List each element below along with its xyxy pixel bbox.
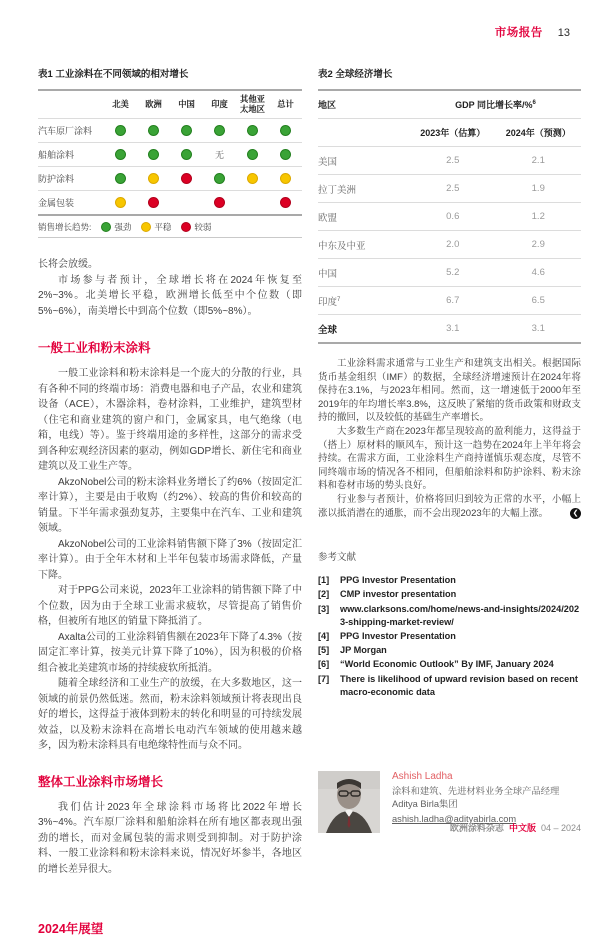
paragraph: 市场参与者预计，全球增长将在2024年恢复至2%~3%。北美增长平稳，欧洲增长低至中个位数（即5%~6%），南美增长中到高个位数（即5%~8%）。 <box>38 274 302 317</box>
author-company: Aditya Birla集团 <box>392 799 458 810</box>
table2-global-economy <box>318 89 581 344</box>
table1-col-other-apac: 其他亚太地区 <box>240 93 265 114</box>
status-dot <box>247 173 258 184</box>
list-item: [1] PPG Investor Presentation <box>318 575 456 586</box>
table-row: 中国 5.2 4.6 <box>318 258 581 286</box>
table2-col-region: 地区 <box>318 100 337 110</box>
status-dot <box>247 125 258 136</box>
table1-col-europe: 欧洲 <box>145 98 162 109</box>
row-label: 船舶涂料 <box>38 150 75 160</box>
author-info <box>392 771 559 826</box>
status-dot <box>280 149 291 160</box>
red-dot-icon <box>181 222 191 232</box>
list-item: [5] JP Morgan <box>318 645 387 656</box>
table-row: 欧盟 0.6 1.2 <box>318 202 581 230</box>
author-photo <box>318 771 380 833</box>
paragraph: AkzoNobel公司的粉末涂料业务增长了约6%（按固定汇率计算），主要是由于收购（约2%）、较高的售价和较高的销量。下半年需求强劲复苏，主要集中在汽车、工业和建筑领域。 <box>38 476 302 534</box>
table-row <box>38 166 302 190</box>
status-dot <box>115 173 126 184</box>
references-list <box>318 574 581 699</box>
legend-item-weak: 较弱 <box>181 221 211 233</box>
legend-item-strong: 强劲 <box>101 221 131 233</box>
paragraph: 长将会放缓。 <box>38 259 98 270</box>
paragraph: 大多数生产商在2023年都呈现较高的盈利能力，这得益于（搭上）原材料的顺风车，预计这一趋势在2024年上半年将会持续。在需求方面，工业涂料生产商持谨慎乐观态度，尽管不同终端市场的情况各不相同，但船舶涂料和防护涂料、粉末涂料和卷材市场的势头良好。 <box>318 425 581 492</box>
table1-relative-growth <box>38 89 302 238</box>
table-row <box>38 118 302 142</box>
list-item: [7] There is likelihood of upward revision based on recent macro-economic data <box>318 673 578 697</box>
page-header <box>495 24 570 40</box>
paragraph: 随着全球经济和工业生产的放缓，在大多数地区，这一领域的前景仍然低迷。然而，粉末涂料领域预计将表现出良好的增长，这得益于液体到粉末的转化和明显的可持续发展效益，以及粉末涂料在高增长电动汽车领域的使用越来越多，因为粉末涂料具有电绝缘特性而与众不同。 <box>38 678 302 751</box>
right-paragraphs <box>318 357 581 520</box>
table1-title: 表1 工业涂料在不同领域的相对增长 <box>38 69 189 80</box>
row-label: 防护涂料 <box>38 174 75 184</box>
paragraph: 一般工业涂料和粉末涂料是一个庞大的分散的行业，具有各种不同的终端市场：消费电器和电子产品，农业和建筑设备（ACE），木器涂料，卷材涂料，工业维护，建筑型材（住宅和商业建筑的窗户和门，金属家具，电气绝缘（电箱，电线）等）。鉴于终端用途的多样性，这部分的需求受到各种宏观经济因素的驱动，例如GDP增长、新住宅和商业建筑以及工业生产等。 <box>38 368 302 472</box>
list-item: [4] PPG Investor Presentation <box>318 630 456 641</box>
status-dot <box>148 197 159 208</box>
table1-legend <box>38 214 302 237</box>
status-dot <box>214 197 225 208</box>
author-email-link[interactable]: ashish.ladha@adityabirla.com <box>392 813 517 824</box>
table2-subcol-2023: 2023年（估算） <box>420 128 486 138</box>
status-dot: 无 <box>214 150 224 160</box>
status-dot <box>247 149 258 160</box>
section-heading-overall-market: 整体工业涂料市场增长 <box>38 774 164 789</box>
paragraph: 工业涂料需求通常与工业生产和建筑支出相关。根据国际货币基金组织（IMF）的数据，全球经济增速预计在2024年将保持在3.1%，与2023年相同。然而，这一增速低于2000年至2019年的年均增长率3.8%，这反映了紧缩的货币政策和财政支持的撤回，以及较低的基础生产率增长。 <box>318 358 581 424</box>
table-row <box>38 190 302 214</box>
status-dot <box>280 125 291 136</box>
intro-paragraphs <box>38 257 302 319</box>
list-item: [2] CMP investor presentation <box>318 589 457 600</box>
table1-col-total: 总计 <box>277 98 294 109</box>
edition-label: 中文版 <box>508 823 536 833</box>
status-dot <box>115 125 126 136</box>
table1-col-china: 中国 <box>178 98 195 109</box>
page-footer <box>450 821 581 834</box>
table2-title: 表2 全球经济增长 <box>318 69 393 80</box>
paragraph: Axalta公司的工业涂料销售额在2023年下降了4.3%（按固定汇率计算，按美元计算下降了10%），因为积极的价格组合被北美建筑市场的持续疲软所抵消。 <box>38 631 302 674</box>
table1-col-north-america: 北美 <box>112 98 129 109</box>
green-dot-icon <box>101 222 111 232</box>
two-column-layout <box>38 0 581 937</box>
paragraph: 我们估计2023年全球涂料市场将比2022年增长3%~4%。汽车原厂涂料和船舶涂料在所有地区都表现出强劲的增长，而对金属包装的需求则受到抑制。对于防护涂料、一般工业涂料和粉末涂料来说，情况好坏参半，各地区的增长差异很大。 <box>38 801 302 875</box>
status-dot <box>148 149 159 160</box>
author-title: 涂料和建筑、先进材料业务全球产品经理 <box>392 785 560 796</box>
paragraph: 对于PPG公司来说，2023年工业涂料的销售额下降了中个位数，因为由于全球工业需求疲软，尽管提高了销售价格，但被所有地区的销量下降抵消了。 <box>38 585 302 627</box>
status-dot <box>214 173 225 184</box>
legend-item-steady: 平稳 <box>141 221 171 233</box>
table-row <box>38 142 302 166</box>
left-column <box>38 66 302 937</box>
legend-label: 销售增长趋势: <box>38 221 92 232</box>
status-dot <box>214 125 225 136</box>
table-row: 中东及中亚 2.0 2.9 <box>318 230 581 258</box>
status-dot <box>148 173 159 184</box>
section-general-industrial <box>38 366 302 754</box>
paragraph: 行业参与者预计，价格将回归到较为正常的水平，小幅上涨以抵消潜在的通胀，而不会出现2023年的大幅上涨。 <box>318 493 581 519</box>
section-overall-market <box>38 800 302 878</box>
yellow-dot-icon <box>141 222 151 232</box>
status-dot <box>280 173 291 184</box>
status-dot <box>115 149 126 160</box>
status-dot <box>115 197 126 208</box>
journal-name: 欧洲涂料杂志 <box>449 823 504 833</box>
table-row: 美国 2.5 2.1 <box>318 146 581 174</box>
references-title: 参考文献 <box>318 552 357 564</box>
list-item: [6] “World Economic Outlook” By IMF, January 2024 <box>318 659 554 670</box>
status-dot <box>148 125 159 136</box>
list-item-url[interactable]: [3] www.clarksons.com/home/news-and-insights/2024/2023-shipping-market-review/ <box>318 603 580 627</box>
table-row-total: 全球 3.1 3.1 <box>318 314 581 342</box>
table1-header-row <box>38 91 302 118</box>
table-row: 拉丁美洲 2.5 1.9 <box>318 174 581 202</box>
table-row: 印度$^7$ 6.7 6.5 <box>318 286 581 314</box>
section-heading-2024-outlook: 2024年展望 <box>38 922 104 936</box>
table2-subheader-row <box>318 118 581 146</box>
table1-col-india: 印度 <box>211 98 228 109</box>
status-dot <box>181 125 192 136</box>
status-dot <box>181 149 192 160</box>
right-column <box>318 66 581 937</box>
table2-header-row <box>318 91 581 118</box>
rubric-label: 市场报告 <box>494 27 543 39</box>
row-label: 金属包装 <box>38 198 75 208</box>
section-heading-general-industrial: 一般工业和粉末涂料 <box>38 341 151 355</box>
author-name: Ashish Ladha <box>392 770 453 782</box>
issue-number: 04 – 2024 <box>540 823 581 833</box>
row-label: 汽车原厂涂料 <box>38 126 93 136</box>
paragraph: AkzoNobel公司的工业涂料销售额下降了3%（按固定汇率计算）。由于全年木材和上半年包装市场需求降低，产量下降。 <box>38 538 302 581</box>
table2-col-gdp: GDP 同比增长率/%$^6$ <box>455 100 536 110</box>
page-number: 13 <box>557 27 570 39</box>
table2-subcol-2024: 2024年（预测） <box>505 128 571 138</box>
status-dot <box>181 173 192 184</box>
status-dot <box>280 197 291 208</box>
